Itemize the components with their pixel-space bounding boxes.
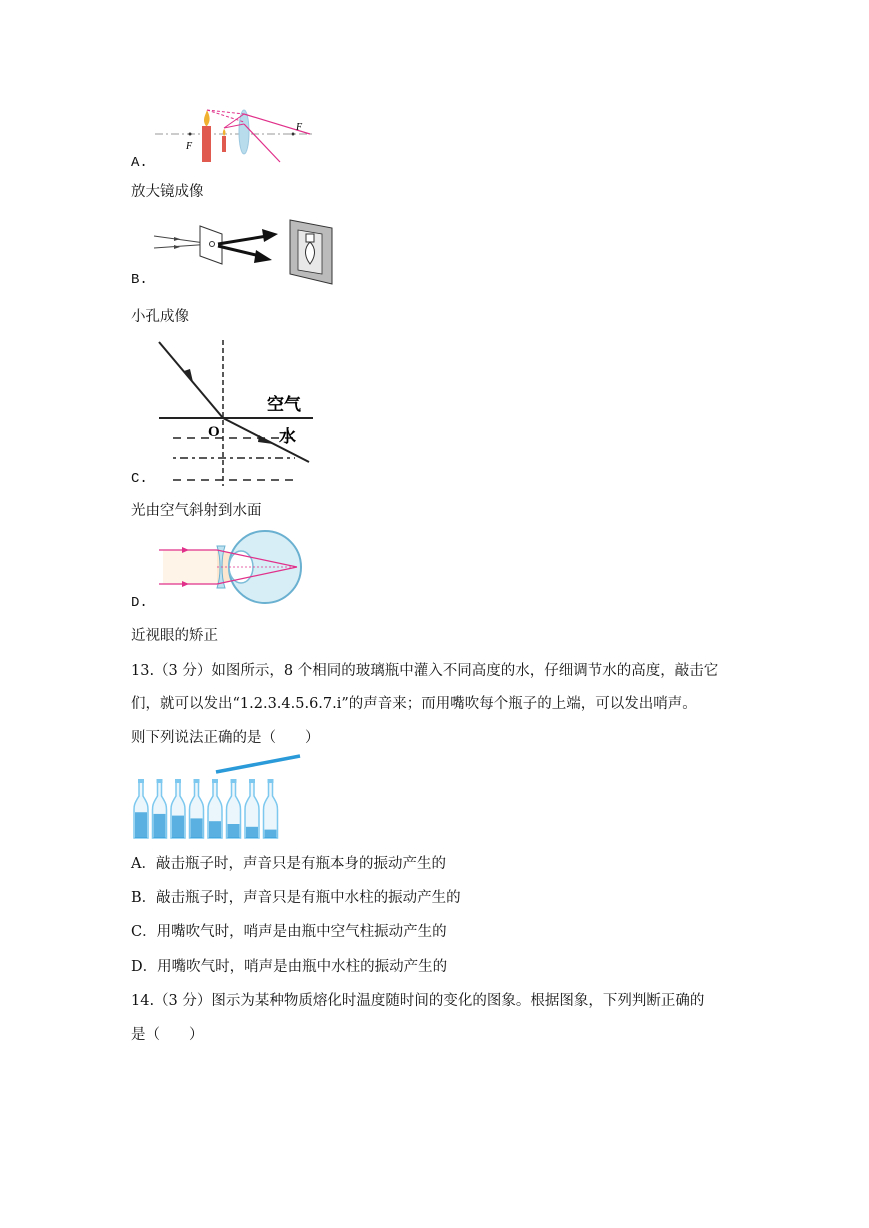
pinhole-figure — [152, 216, 337, 288]
focus-label-right: F — [296, 122, 303, 133]
bottles-figure — [130, 752, 305, 844]
bottle — [227, 779, 241, 838]
bottle — [208, 779, 222, 838]
myopia-figure — [155, 530, 305, 610]
water-label: 水 — [279, 427, 296, 447]
q13-option-b: B．敲击瓶子时，声音只是有瓶中水柱的振动产生的 — [131, 890, 461, 906]
caption-refraction: 光由空气斜射到水面 — [131, 503, 262, 519]
q14-line-2: 是（ ） — [131, 1027, 204, 1043]
q13-line-1: 13.（3 分）如图所示，8 个相同的玻璃瓶中灌入不同高度的水，仔细调节水的高度，敲击它 — [131, 663, 719, 679]
option-letter-b: B. — [131, 272, 148, 288]
caption-magnifier: 放大镜成像 — [131, 184, 204, 200]
bottle — [245, 779, 259, 838]
bottle-water — [135, 812, 147, 838]
refraction-figure — [155, 338, 315, 488]
option-letter-a: A. — [131, 155, 148, 171]
bottle-water — [172, 816, 184, 838]
bottle-water — [154, 814, 166, 838]
focus-label-left: F — [186, 141, 193, 152]
q13-line-3: 则下列说法正确的是（ ） — [131, 730, 320, 746]
option-letter-d: D. — [131, 595, 148, 611]
bottle-water — [265, 830, 277, 838]
q13-option-d: D．用嘴吹气时，哨声是由瓶中水柱的振动产生的 — [131, 959, 448, 975]
bottle-water — [191, 818, 203, 838]
bottle — [134, 779, 148, 838]
option-letter-c: C. — [131, 471, 148, 487]
bottle — [153, 779, 167, 838]
q13-option-a: A．敲击瓶子时，声音只是有瓶本身的振动产生的 — [131, 856, 446, 872]
bottle — [171, 779, 185, 838]
caption-pinhole: 小孔成像 — [131, 309, 189, 325]
caption-myopia: 近视眼的矫正 — [131, 628, 218, 644]
origin-label: O — [208, 424, 220, 440]
bottle-water — [209, 821, 221, 838]
q14-line-1: 14.（3 分）图示为某种物质熔化时温度随时间的变化的图象。根据图象，下列判断正确的 — [131, 993, 705, 1009]
q13-line-2: 们，就可以发出“1.2.3.4.5.6.7.i”的声音来；而用嘴吹每个瓶子的上端，可以发出哨声。 — [131, 696, 697, 712]
bottle — [264, 779, 278, 838]
bottle-water — [228, 824, 240, 838]
striking-stick — [216, 756, 300, 772]
magnifier-figure — [150, 104, 320, 164]
bottle-water — [246, 827, 258, 838]
q13-option-c: C．用嘴吹气时，哨声是由瓶中空气柱振动产生的 — [131, 924, 447, 940]
air-label: 空气 — [267, 395, 301, 415]
bottle — [190, 779, 204, 838]
